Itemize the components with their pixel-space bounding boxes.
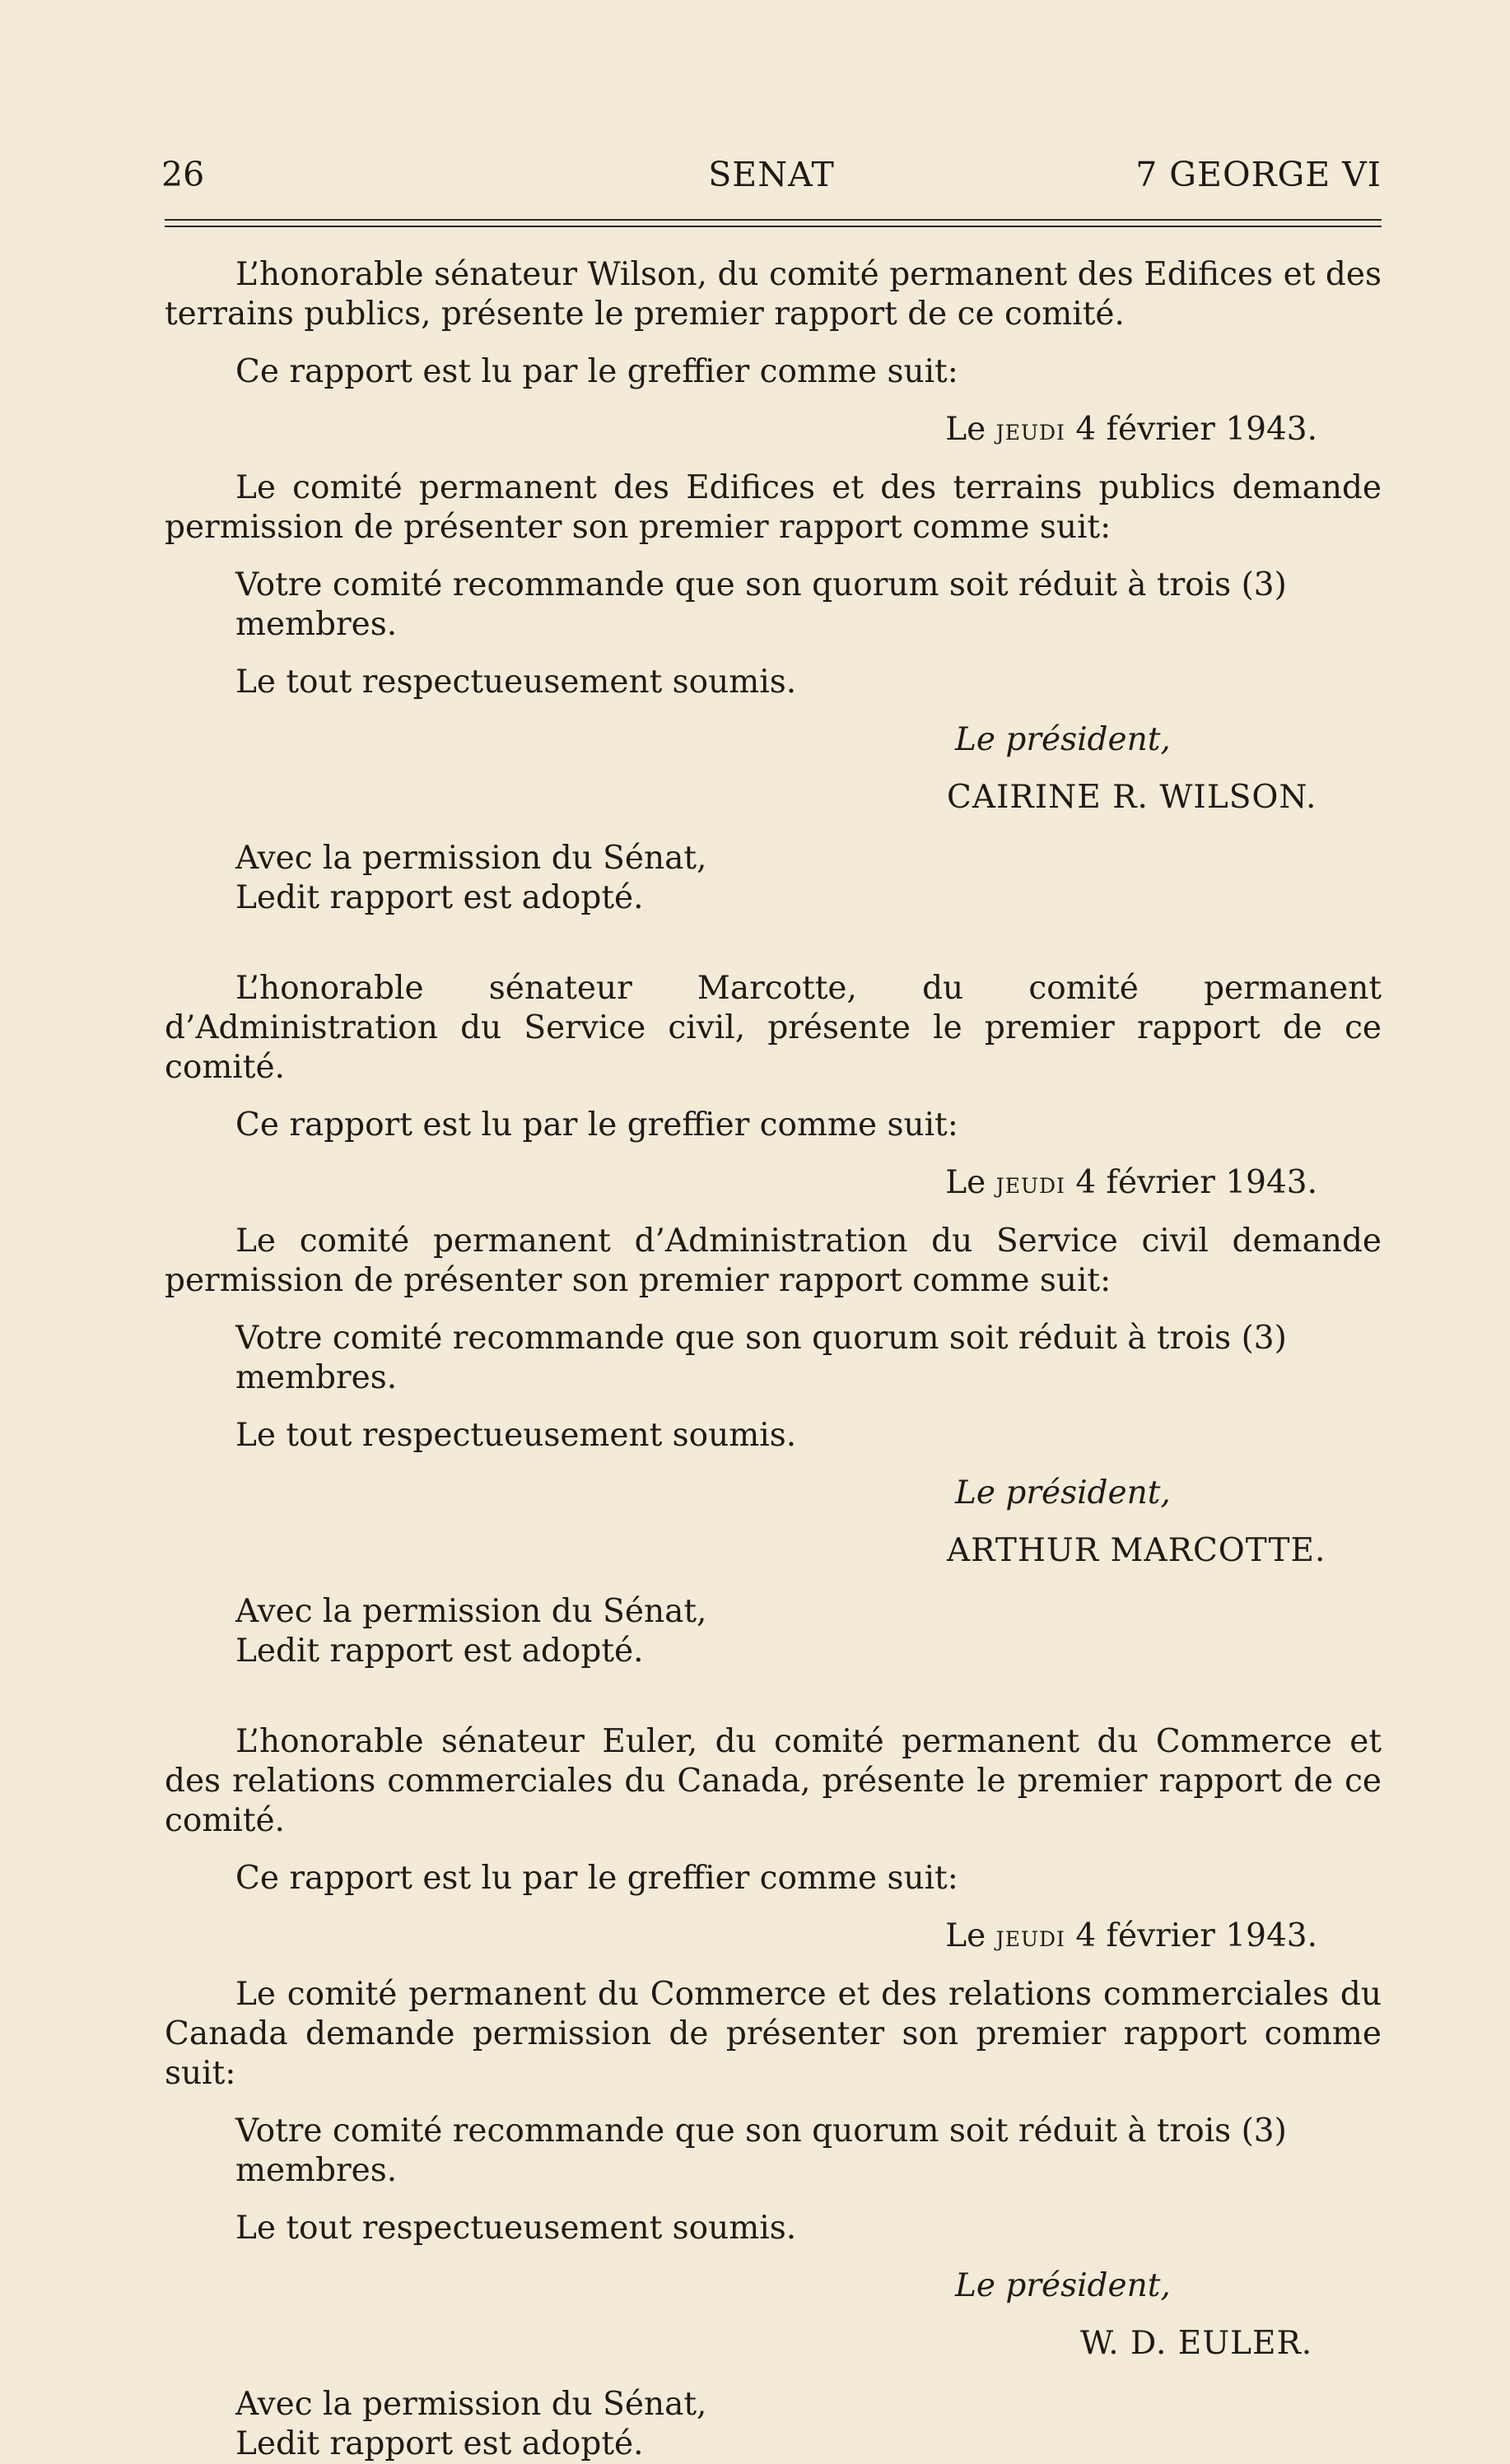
- report-submitted: Le tout respectueusement soumis.: [235, 664, 797, 701]
- report-request: Le comité permanent des Edifices et des terrains publics demande permission de présenter son premier rapport comme suit:: [165, 469, 1382, 546]
- signature-name: W. D. EULER.: [1080, 2325, 1313, 2362]
- header-regnal-year: 7 GEORGE VI: [1135, 155, 1382, 194]
- signature-title: Le président,: [955, 721, 1171, 758]
- signature-title: Le président,: [955, 2267, 1171, 2304]
- adopted-line: Ledit rapport est adopté.: [235, 2425, 644, 2462]
- report-intro: L’honorable sénateur Marcotte, du comité permanent d’Administration du Service civil, présente le premier rapport de ce comité.: [165, 970, 1382, 1086]
- running-header: [161, 148, 1382, 198]
- report-submitted: Le tout respectueusement soumis.: [235, 1417, 797, 1454]
- signature-title: Le président,: [955, 1474, 1171, 1511]
- permission-line: Avec la permission du Sénat,: [235, 840, 707, 877]
- permission-line: Avec la permission du Sénat,: [235, 2386, 707, 2423]
- report-request: Le comité permanent du Commerce et des relations commerciales du Canada demande permission de présenter son premier rapport comme suit:: [165, 1976, 1382, 2092]
- report-request: Le comité permanent d’Administration du Service civil demande permission de présenter son premier rapport comme suit:: [165, 1223, 1382, 1299]
- report-section: [165, 1722, 1382, 2464]
- adopted-line: Ledit rapport est adopté.: [235, 1633, 644, 1670]
- report-recommendation: Votre comité recommande que son quorum soit réduit à trois (3) membres.: [235, 2112, 1287, 2189]
- report-section: [165, 255, 1382, 918]
- permission-line: Avec la permission du Sénat,: [235, 1593, 707, 1630]
- report-read-line: Ce rapport est lu par le greffier comme suit:: [235, 1106, 958, 1144]
- report-intro: L’honorable sénateur Wilson, du comité permanent des Edifices et des terrains publics, présente le premier rapport de ce comité.: [165, 256, 1382, 333]
- report-recommendation: Votre comité recommande que son quorum soit réduit à trois (3) membres.: [235, 1320, 1287, 1396]
- adopted-line: Ledit rapport est adopté.: [235, 879, 644, 916]
- header-rule-bottom: [165, 226, 1382, 227]
- signature-name: ARTHUR MARCOTTE.: [947, 1532, 1326, 1569]
- report-recommendation: Votre comité recommande que son quorum soit réduit à trois (3) membres.: [235, 566, 1287, 643]
- report-date: Le jeudi 4 février 1943.: [945, 411, 1317, 448]
- report-date: Le jeudi 4 février 1943.: [945, 1164, 1317, 1201]
- report-section: [165, 969, 1382, 1671]
- report-read-line: Ce rapport est lu par le greffier comme suit:: [235, 353, 958, 390]
- header-title: SENAT: [708, 155, 835, 194]
- report-date: Le jeudi 4 février 1943.: [945, 1917, 1317, 1954]
- document-body: [165, 255, 1382, 2464]
- report-intro: L’honorable sénateur Euler, du comité permanent du Commerce et des relations commerciales du Canada, présente le premier rapport de ce comité.: [165, 1723, 1382, 1839]
- header-rule-top: [165, 219, 1382, 221]
- signature-name: CAIRINE R. WILSON.: [947, 779, 1317, 816]
- report-submitted: Le tout respectueusement soumis.: [235, 2210, 797, 2247]
- report-read-line: Ce rapport est lu par le greffier comme suit:: [235, 1860, 958, 1897]
- page-number: 26: [161, 155, 205, 194]
